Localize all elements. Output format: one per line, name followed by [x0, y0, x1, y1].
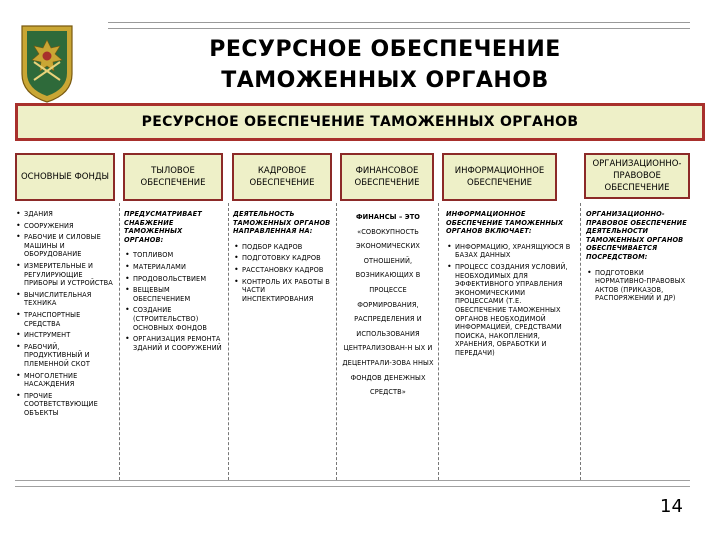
list-item: • ИЗМЕРИТЕЛЬНЫЕ И РЕГУЛИРУЮЩИЕ ПРИБОРЫ И УСТРОЙСТВА	[15, 262, 117, 288]
column-legal	[586, 210, 690, 306]
column-personnel	[233, 210, 333, 306]
list-item: • МАТЕРИАЛАМИ	[124, 263, 224, 272]
top-rule-2	[108, 28, 690, 29]
header-personnel: КАДРОВОЕ ОБЕСПЕЧЕНИЕ	[232, 153, 332, 201]
header-information: ИНФОРМАЦИОННОЕ ОБЕСПЕЧЕНИЕ	[442, 153, 557, 201]
list-item: • РАБОЧИЙ, ПРОДУКТИВНЫЙ И ПЛЕМЕННОЙ СКОТ	[15, 343, 117, 369]
header-legal: ОРГАНИЗАЦИОННО-ПРАВОВОЕ ОБЕСПЕЧЕНИЕ	[584, 153, 690, 199]
list-item: • СООРУЖЕНИЯ	[15, 222, 117, 231]
title-line-2: ТАМОЖЕННЫХ ОРГАНОВ	[221, 68, 549, 93]
list-item: • ЗДАНИЯ	[15, 210, 117, 219]
list-item: • ОРГАНИЗАЦИЯ РЕМОНТА ЗДАНИЙ И СООРУЖЕНИЙ	[124, 335, 224, 352]
list-item: • ТРАНСПОРТНЫЕ СРЕДСТВА	[15, 311, 117, 328]
list-item: • ИНФОРМАЦИЮ, ХРАНЯЩУЮСЯ В БАЗАХ ДАННЫХ	[446, 243, 574, 260]
column-finance	[342, 210, 434, 400]
column-intro: ОРГАНИЗАЦИОННО-ПРАВОВОЕ ОБЕСПЕЧЕНИЕ ДЕЯТЕЛЬНОСТИ ТАМОЖЕННЫХ ОРГАНОВ ОБЕСПЕЧИВАЕТСЯ ПОСРЕДСТВОМ:	[586, 210, 687, 261]
column-divider	[228, 203, 229, 480]
column-intro: ФИНАНСЫ – ЭТО	[356, 213, 420, 221]
section-banner: РЕСУРСНОЕ ОБЕСПЕЧЕНИЕ ТАМОЖЕННЫХ ОРГАНОВ	[15, 103, 705, 141]
column-fixed-assets	[15, 210, 117, 420]
list-item: • ВЫЧИСЛИТЕЛЬНАЯ ТЕХНИКА	[15, 291, 117, 308]
finance-definition: «СОВОКУПНОСТЬ ЭКОНОМИЧЕСКИХ ОТНОШЕНИЙ, ВОЗНИКАЮЩИХ В ПРОЦЕССЕ ФОРМИРОВАНИЯ, РАСПРЕДЕЛЕНИЯ И ИСПОЛЬЗОВАНИЯ ЦЕНТРАЛИЗОВАН-Н ЫХ И ДЕЦЕНТРАЛИ-ЗОВА ННЫХ ФОНДОВ ДЕНЕЖНЫХ СРЕДСТВ»	[342, 227, 434, 397]
list-item: • ВЕЩЕВЫМ ОБЕСПЕЧЕНИЕМ	[124, 286, 224, 303]
bottom-rule-2	[15, 486, 690, 487]
list-item: • ПРОЧИЕ СООТВЕТСТВУЮЩИЕ ОБЪЕКТЫ	[15, 392, 117, 418]
bottom-rule	[15, 480, 690, 481]
column-intro: ПРЕДУСМАТРИВАЕТ СНАБЖЕНИЕ ТАМОЖЕННЫХ ОРГАНОВ:	[124, 210, 202, 244]
column-divider	[438, 203, 439, 480]
page-title	[160, 34, 610, 96]
header-finance: ФИНАНСОВОЕ ОБЕСПЕЧЕНИЕ	[340, 153, 434, 201]
list-item: • ПРОЦЕСС СОЗДАНИЯ УСЛОВИЙ, НЕОБХОДИМЫХ ДЛЯ ЭФФЕКТИВНОГО УПРАВЛЕНИЯ ЭКОНОМИЧЕСКИМИ ПРОЦЕССАМИ (Т.Е. ОБЕСПЕЧЕНИЕ ТАМОЖЕННЫХ ОРГАНОВ НЕОБХОДИМОЙ ИНФОРМАЦИЕЙ, СРЕДСТВАМИ ПОИСКА, НАКОПЛЕНИЯ, ХРАНЕНИЯ, ОБРАБОТКИ И ПЕРЕДАЧИ)	[446, 263, 574, 358]
list-item: • ТОПЛИВОМ	[124, 251, 224, 260]
column-logistics	[124, 210, 224, 355]
list-item: • СОЗДАНИЕ (СТРОИТЕЛЬСТВО) ОСНОВНЫХ ФОНДОВ	[124, 306, 224, 332]
list-item: • РАССТАНОВКУ КАДРОВ	[233, 266, 333, 275]
column-divider	[336, 203, 337, 480]
column-intro: ДЕЯТЕЛЬНОСТЬ ТАМОЖЕННЫХ ОРГАНОВ НАПРАВЛЕННАЯ НА:	[233, 210, 331, 236]
list-item: • ПОДБОР КАДРОВ	[233, 243, 333, 252]
list-item: • КОНТРОЛЬ ИХ РАБОТЫ В ЧАСТИ ИНСПЕКТИРОВАНИЯ	[233, 278, 333, 304]
title-line-1: РЕСУРСНОЕ ОБЕСПЕЧЕНИЕ	[209, 37, 561, 62]
list-item: • ПОДГОТОВКИ НОРМАТИВНО-ПРАВОВЫХ АКТОВ (ПРИКАЗОВ, РАСПОРЯЖЕНИЙ И ДР)	[586, 269, 690, 303]
column-intro: ИНФОРМАЦИОННОЕ ОБЕСПЕЧЕНИЕ ТАМОЖЕННЫХ ОРГАНОВ ВКЛЮЧАЕТ:	[446, 210, 564, 236]
customs-emblem-icon	[18, 22, 76, 104]
list-item: • ПРОДОВОЛЬСТВИЕМ	[124, 275, 224, 284]
list-item: • МНОГОЛЕТНИЕ НАСАЖДЕНИЯ	[15, 372, 117, 389]
page-number: 14	[660, 496, 683, 517]
column-information	[446, 210, 574, 361]
list-item: • ПОДГОТОВКУ КАДРОВ	[233, 254, 333, 263]
column-divider	[580, 203, 581, 480]
top-rule	[108, 22, 690, 23]
list-item: • РАБОЧИЕ И СИЛОВЫЕ МАШИНЫ И ОБОРУДОВАНИЕ	[15, 233, 117, 259]
column-divider	[119, 203, 120, 480]
header-fixed-assets: ОСНОВНЫЕ ФОНДЫ	[15, 153, 115, 201]
header-logistics: ТЫЛОВОЕ ОБЕСПЕЧЕНИЕ	[123, 153, 223, 201]
list-item: • ИНСТРУМЕНТ	[15, 331, 117, 340]
